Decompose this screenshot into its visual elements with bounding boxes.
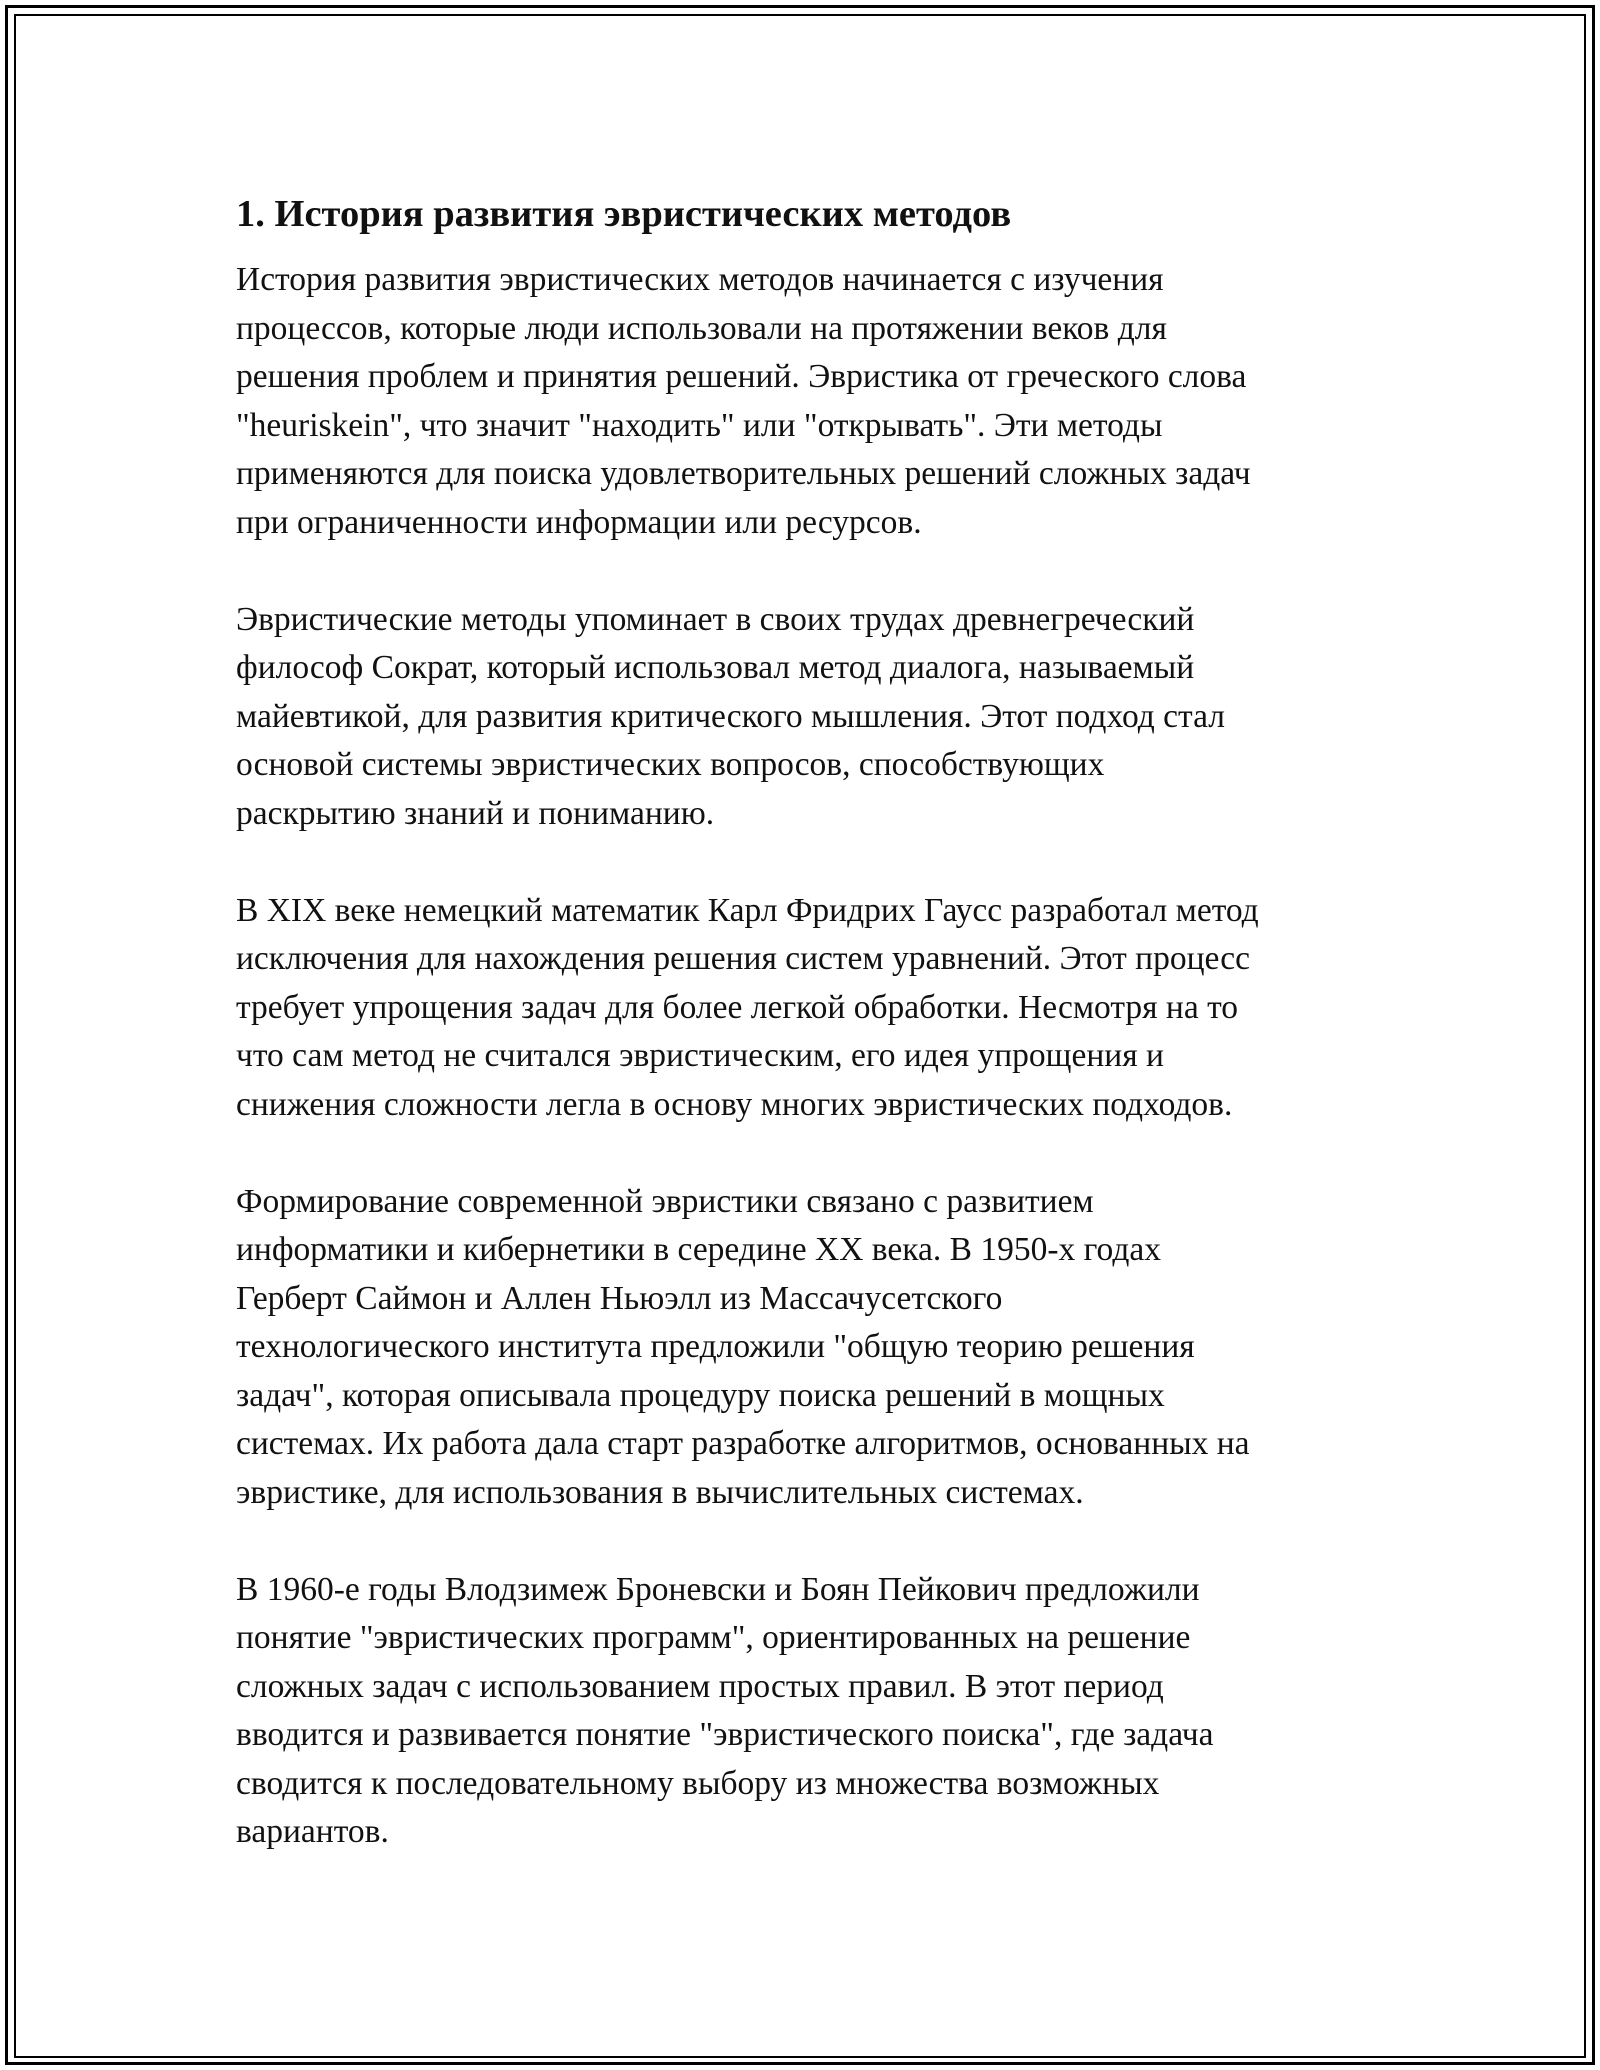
text-line: вводится и развивается понятие "эвристического поиска", где задача — [236, 1716, 1214, 1753]
text-line: вариантов. — [236, 1813, 389, 1850]
text-line: Герберт Саймон и Аллен Ньюэлл из Массачусетского — [236, 1279, 1003, 1317]
text-line: что сам метод не считался эвристическим, его идея упрощения и — [236, 1037, 1164, 1074]
text-line: технологического института предложили "общую теорию решения — [236, 1328, 1195, 1365]
text-line: процессов, которые люди использовали на протяжении веков для — [236, 309, 1167, 347]
paragraph-gauss — [236, 887, 1396, 1130]
text-line: В 1960-е годы Влодзимеж Броневски и Боян Пейкович предложили — [236, 1570, 1200, 1608]
text-line: История развития эвристических методов начинается с изучения — [236, 261, 1164, 298]
text-line: снижения сложности легла в основу многих эвристических подходов. — [236, 1085, 1233, 1123]
text-line: сводится к последовательному выбору из множества возможных — [236, 1764, 1160, 1802]
text-line: раскрытию знаний и пониманию. — [236, 794, 715, 832]
text-line: понятие "эвристических программ", ориентированных на решение — [236, 1619, 1191, 1656]
text-line: системах. Их работа дала старт разработке алгоритмов, основанных на — [236, 1425, 1250, 1462]
paragraph-modern-heuristics — [236, 1178, 1396, 1518]
text-line: "heuriskein", что значит "находить" или "открывать". Эти методы — [236, 406, 1163, 444]
text-line: В XIX веке немецкий математик Карл Фридрих Гаусс разработал метод — [236, 891, 1259, 929]
text-line: при ограниченности информации или ресурсов. — [236, 503, 922, 541]
text-line: исключения для нахождения решения систем уравнений. Этот процесс — [236, 940, 1250, 977]
section-heading: 1. История развития эвристических методов — [236, 193, 1012, 235]
text-line: требует упрощения задач для более легкой обработки. Несмотря на то — [236, 988, 1239, 1026]
text-line: информатики и кибернетики в середине XX века. В 1950-х годах — [236, 1231, 1161, 1268]
text-line: Эвристические методы упоминает в своих трудах древнегреческий — [236, 600, 1195, 638]
paragraph-heuristics-origin — [236, 256, 1396, 547]
text-line: Формирование современной эвристики связано с развитием — [236, 1182, 1094, 1220]
text-line: философ Сократ, который использовал метод диалога, называемый — [236, 649, 1195, 686]
paragraph-socrates — [236, 596, 1396, 839]
text-line: задач", которая описывала процедуру поиска решений в мощных — [236, 1376, 1165, 1414]
paragraph-heuristic-programs — [236, 1566, 1396, 1857]
text-line: основой системы эвристических вопросов, способствующих — [236, 746, 1105, 783]
text-line: применяются для поиска удовлетворительных решений сложных задач — [236, 455, 1251, 492]
text-line: решения проблем и принятия решений. Эвристика от греческого слова — [236, 358, 1247, 395]
text-line: эвристике, для использования в вычислительных системах. — [236, 1473, 1084, 1511]
text-line: майевтикой, для развития критического мышления. Этот подход стал — [236, 697, 1225, 735]
text-line: сложных задач с использованием простых правил. В этот период — [236, 1667, 1164, 1705]
document-body — [236, 186, 1396, 1905]
